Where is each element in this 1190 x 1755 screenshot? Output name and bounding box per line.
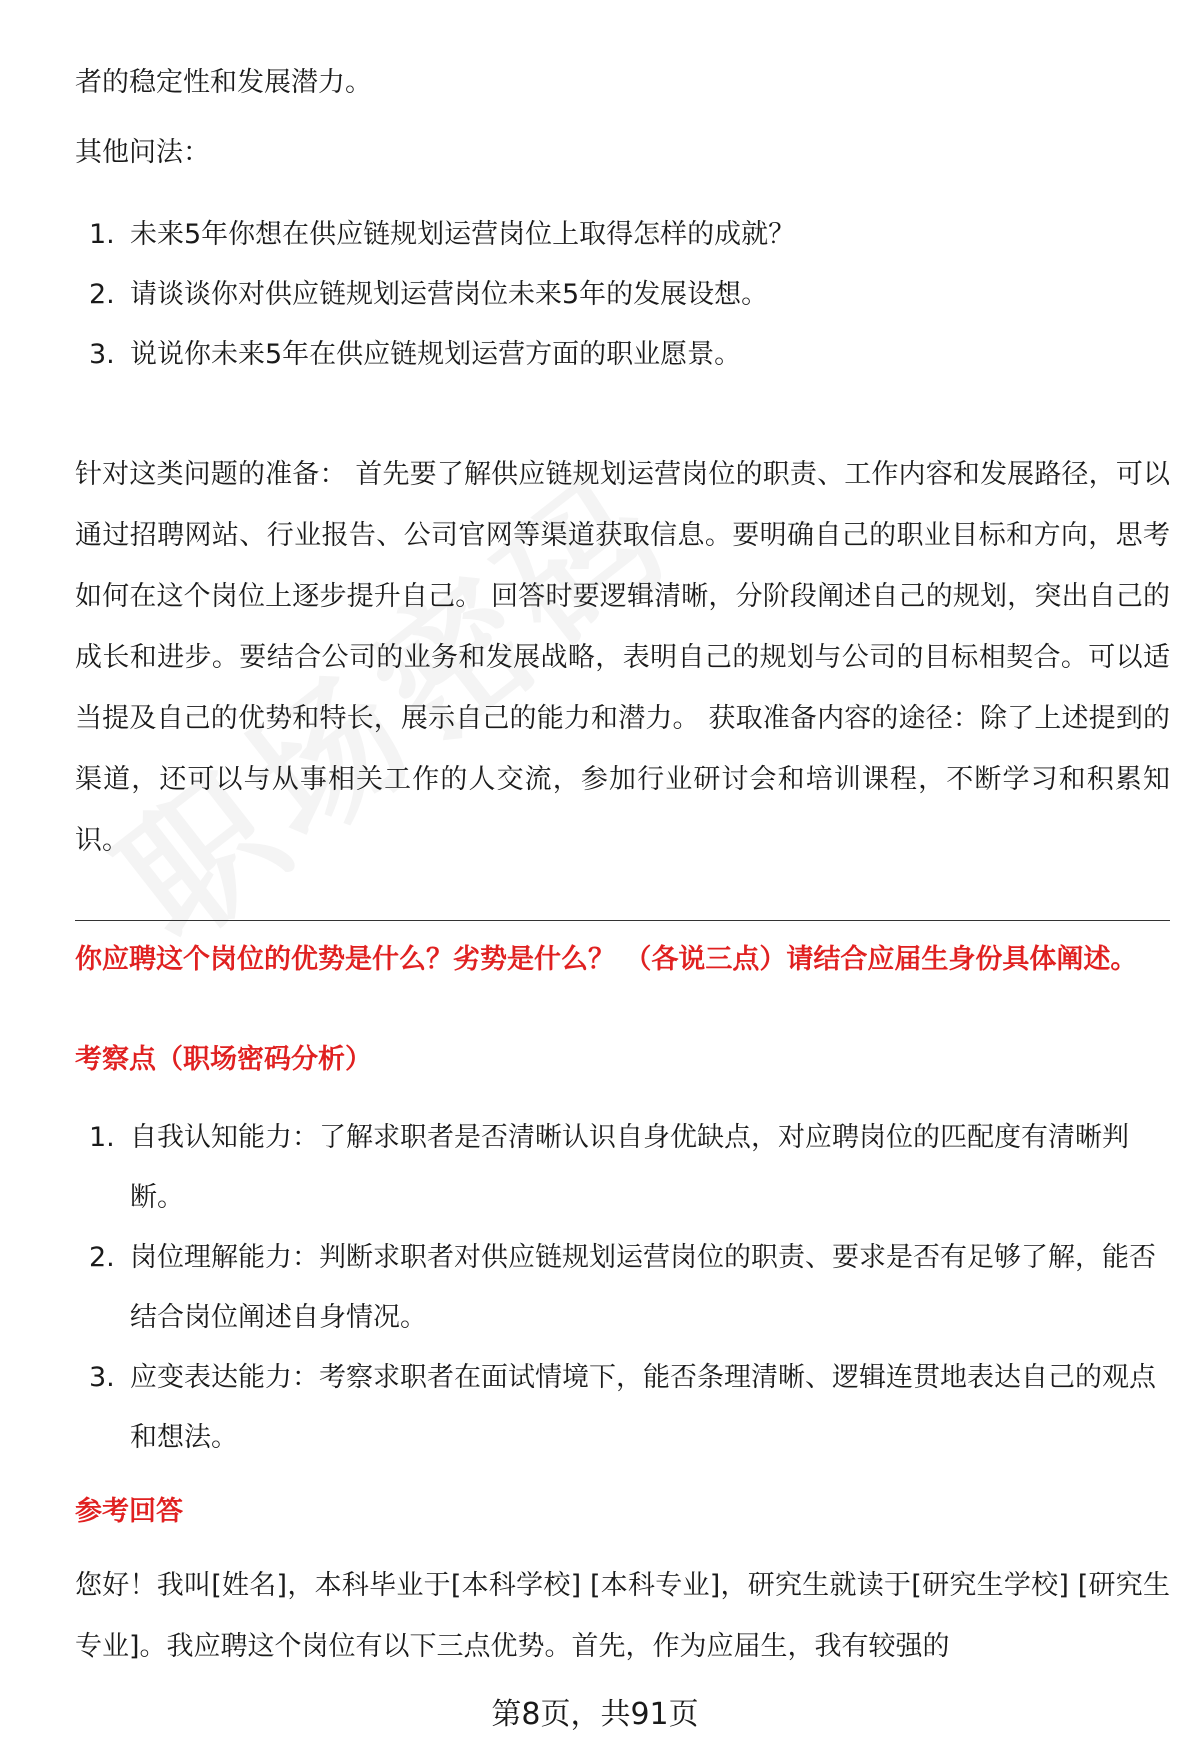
list-item	[75, 1108, 1170, 1228]
list-item	[75, 205, 1170, 265]
list-number: 2.	[89, 279, 115, 310]
list-item-text: 应变表达能力：考察求职者在面试情境下，能否条理清晰、逻辑连贯地表达自己的观点和想法。	[130, 1362, 1156, 1453]
list-item	[75, 1228, 1170, 1348]
analysis-label: 考察点（职场密码分析）	[75, 1044, 372, 1075]
intro-tail-text: 者的稳定性和发展潜力。	[75, 67, 372, 98]
list-item-text: 请谈谈你对供应链规划运营岗位未来5年的发展设想。	[130, 279, 769, 310]
list-number: 3.	[89, 1362, 115, 1393]
list-item-text: 说说你未来5年在供应链规划运营方面的职业愿景。	[130, 339, 742, 370]
section-divider	[75, 920, 1170, 921]
list-item	[75, 1348, 1170, 1468]
list-item	[75, 265, 1170, 325]
list-number: 2.	[89, 1242, 115, 1273]
page-footer: 第8页，共91页	[491, 1697, 699, 1732]
list-number: 1.	[89, 219, 115, 250]
other-questions-label: 其他问法：	[75, 137, 210, 168]
question-title: 你应聘这个岗位的优势是什么？劣势是什么？ （各说三点）请结合应届生身份具体阐述。	[75, 944, 1138, 975]
answer-paragraph: 您好！我叫[姓名]，本科毕业于[本科学校] [本科专业]，研究生就读于[研究生学校] [研究生专业]。我应聘这个岗位有以下三点优势。首先，作为应届生，我有较强的	[75, 1570, 1170, 1662]
list-item-text: 岗位理解能力：判断求职者对供应链规划运营岗位的职责、要求是否有足够了解，能否结合岗位阐述自身情况。	[130, 1242, 1156, 1333]
list-number: 3.	[89, 339, 115, 370]
list-number: 1.	[89, 1122, 115, 1153]
analysis-list	[75, 1108, 1170, 1468]
list-item-text: 未来5年你想在供应链规划运营岗位上取得怎样的成就？	[130, 219, 796, 250]
answer-label: 参考回答	[75, 1496, 183, 1527]
preparation-paragraph: 针对这类问题的准备： 首先要了解供应链规划运营岗位的职责、工作内容和发展路径，可以通过招聘网站、行业报告、公司官网等渠道获取信息。要明确自己的职业目标和方向，思考如何在这个岗位上逐步提升自己。 回答时要逻辑清晰，分阶段阐述自己的规划，突出自己的成长和进步。要结合公司的业务和发展战略，表明自己的规划与公司的目标相契合。可以适当提及自己的优势和特长，展示自己的能力和潜力。 获取准备内容的途径：除了上述提到的渠道，还可以与从事相关工作的人交流，参加行业研讨会和培训课程，不断学习和积累知识。	[75, 459, 1170, 856]
list-item-text: 自我认知能力：了解求职者是否清晰认识自身优缺点，对应聘岗位的匹配度有清晰判断。	[130, 1122, 1129, 1213]
list-item	[75, 325, 1170, 385]
other-questions-list	[75, 205, 1170, 385]
